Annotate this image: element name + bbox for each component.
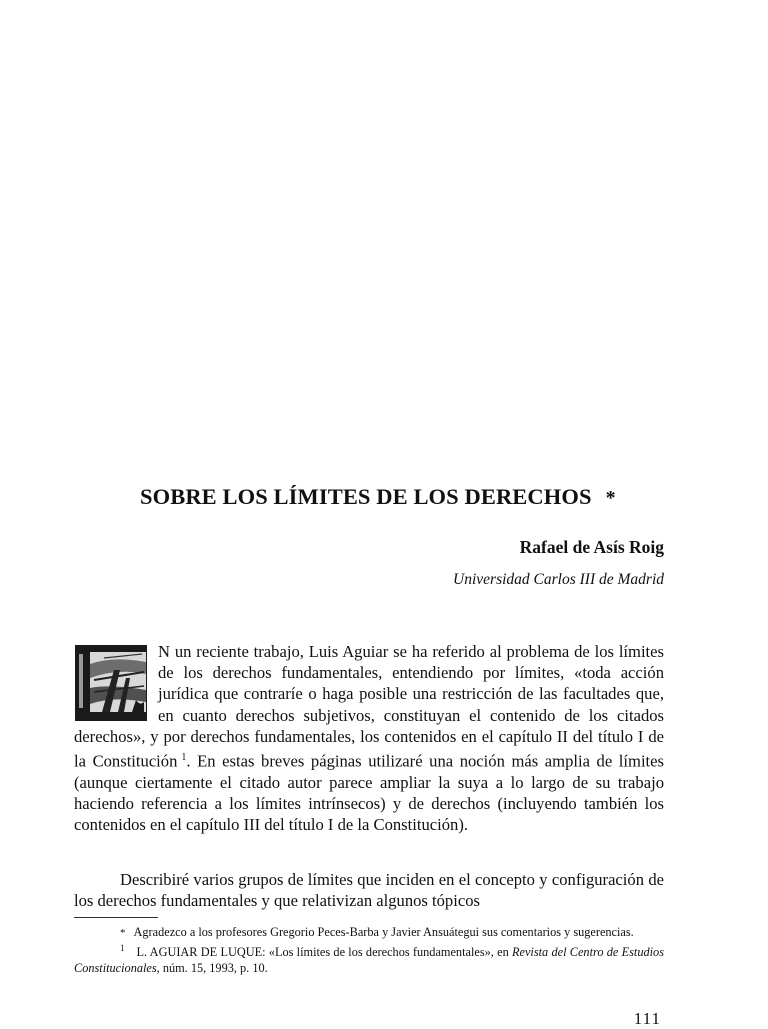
footnote-1-journal: Revista del Centro de Estudios Constitucionales, (74, 945, 664, 975)
title-footnote-mark: * (605, 487, 616, 509)
footnote-star (74, 925, 664, 941)
footnote-1-text: L. AGUIAR DE LUQUE: «Los límites de los derechos fundamentales», en (136, 945, 512, 960)
paragraph-1-text: N un reciente trabajo, Luis Aguiar se ha referido al problema de los límites de los derechos fundamentales, entendiendo por límites, «toda acción jurídica que contraríe o haga posible una restricción de las facultades que, en cuanto derechos subjetivos, constituyan el contenido de los citados derechos», y por derechos fundamentales, los contenidos en el capítulo II del título I de la Constitución (74, 642, 664, 771)
paragraph-1 (74, 641, 664, 835)
footnote-divider (74, 917, 158, 918)
drop-cap-e-illustration (74, 644, 148, 722)
author-affiliation: Universidad Carlos III de Madrid (453, 571, 664, 588)
author-name: Rafael de Asís Roig (519, 537, 664, 557)
footnote-1-text-end: núm. 15, 1993, p. 10. (159, 960, 268, 975)
footnote-star-text: Agradezco a los profesores Gregorio Peces-Barba y Javier Ansuátegui sus comentarios y sugerencias. (133, 925, 634, 939)
paragraph-1-continuation: . En estas breves páginas utilizaré una noción más amplia de límites (aunque ciertamente el citado autor parece ampliar la suya a lo largo de su trabajo haciendo referencia a los límites intrínsecos) y de derechos (incluyendo también los contenidos en el capítulo III del título I de la Constitución). (74, 751, 664, 835)
woodcut-letter-e-icon (74, 644, 148, 722)
article-title (140, 484, 680, 510)
footnote-ref-1[interactable]: 1 (181, 752, 187, 764)
footnote-star-mark: * (120, 927, 126, 939)
paragraph-2: Describiré varios grupos de límites que inciden en el concepto y configuración de los derechos fundamentales y que relativizan algunos tópicos (74, 870, 664, 911)
page-number: 111 (633, 1009, 661, 1028)
article-title-text: SOBRE LOS LÍMITES DE LOS DERECHOS (140, 484, 592, 509)
footnotes (74, 925, 664, 976)
footnote-1-mark: 1 (120, 943, 125, 954)
footnote-1 (74, 941, 664, 976)
